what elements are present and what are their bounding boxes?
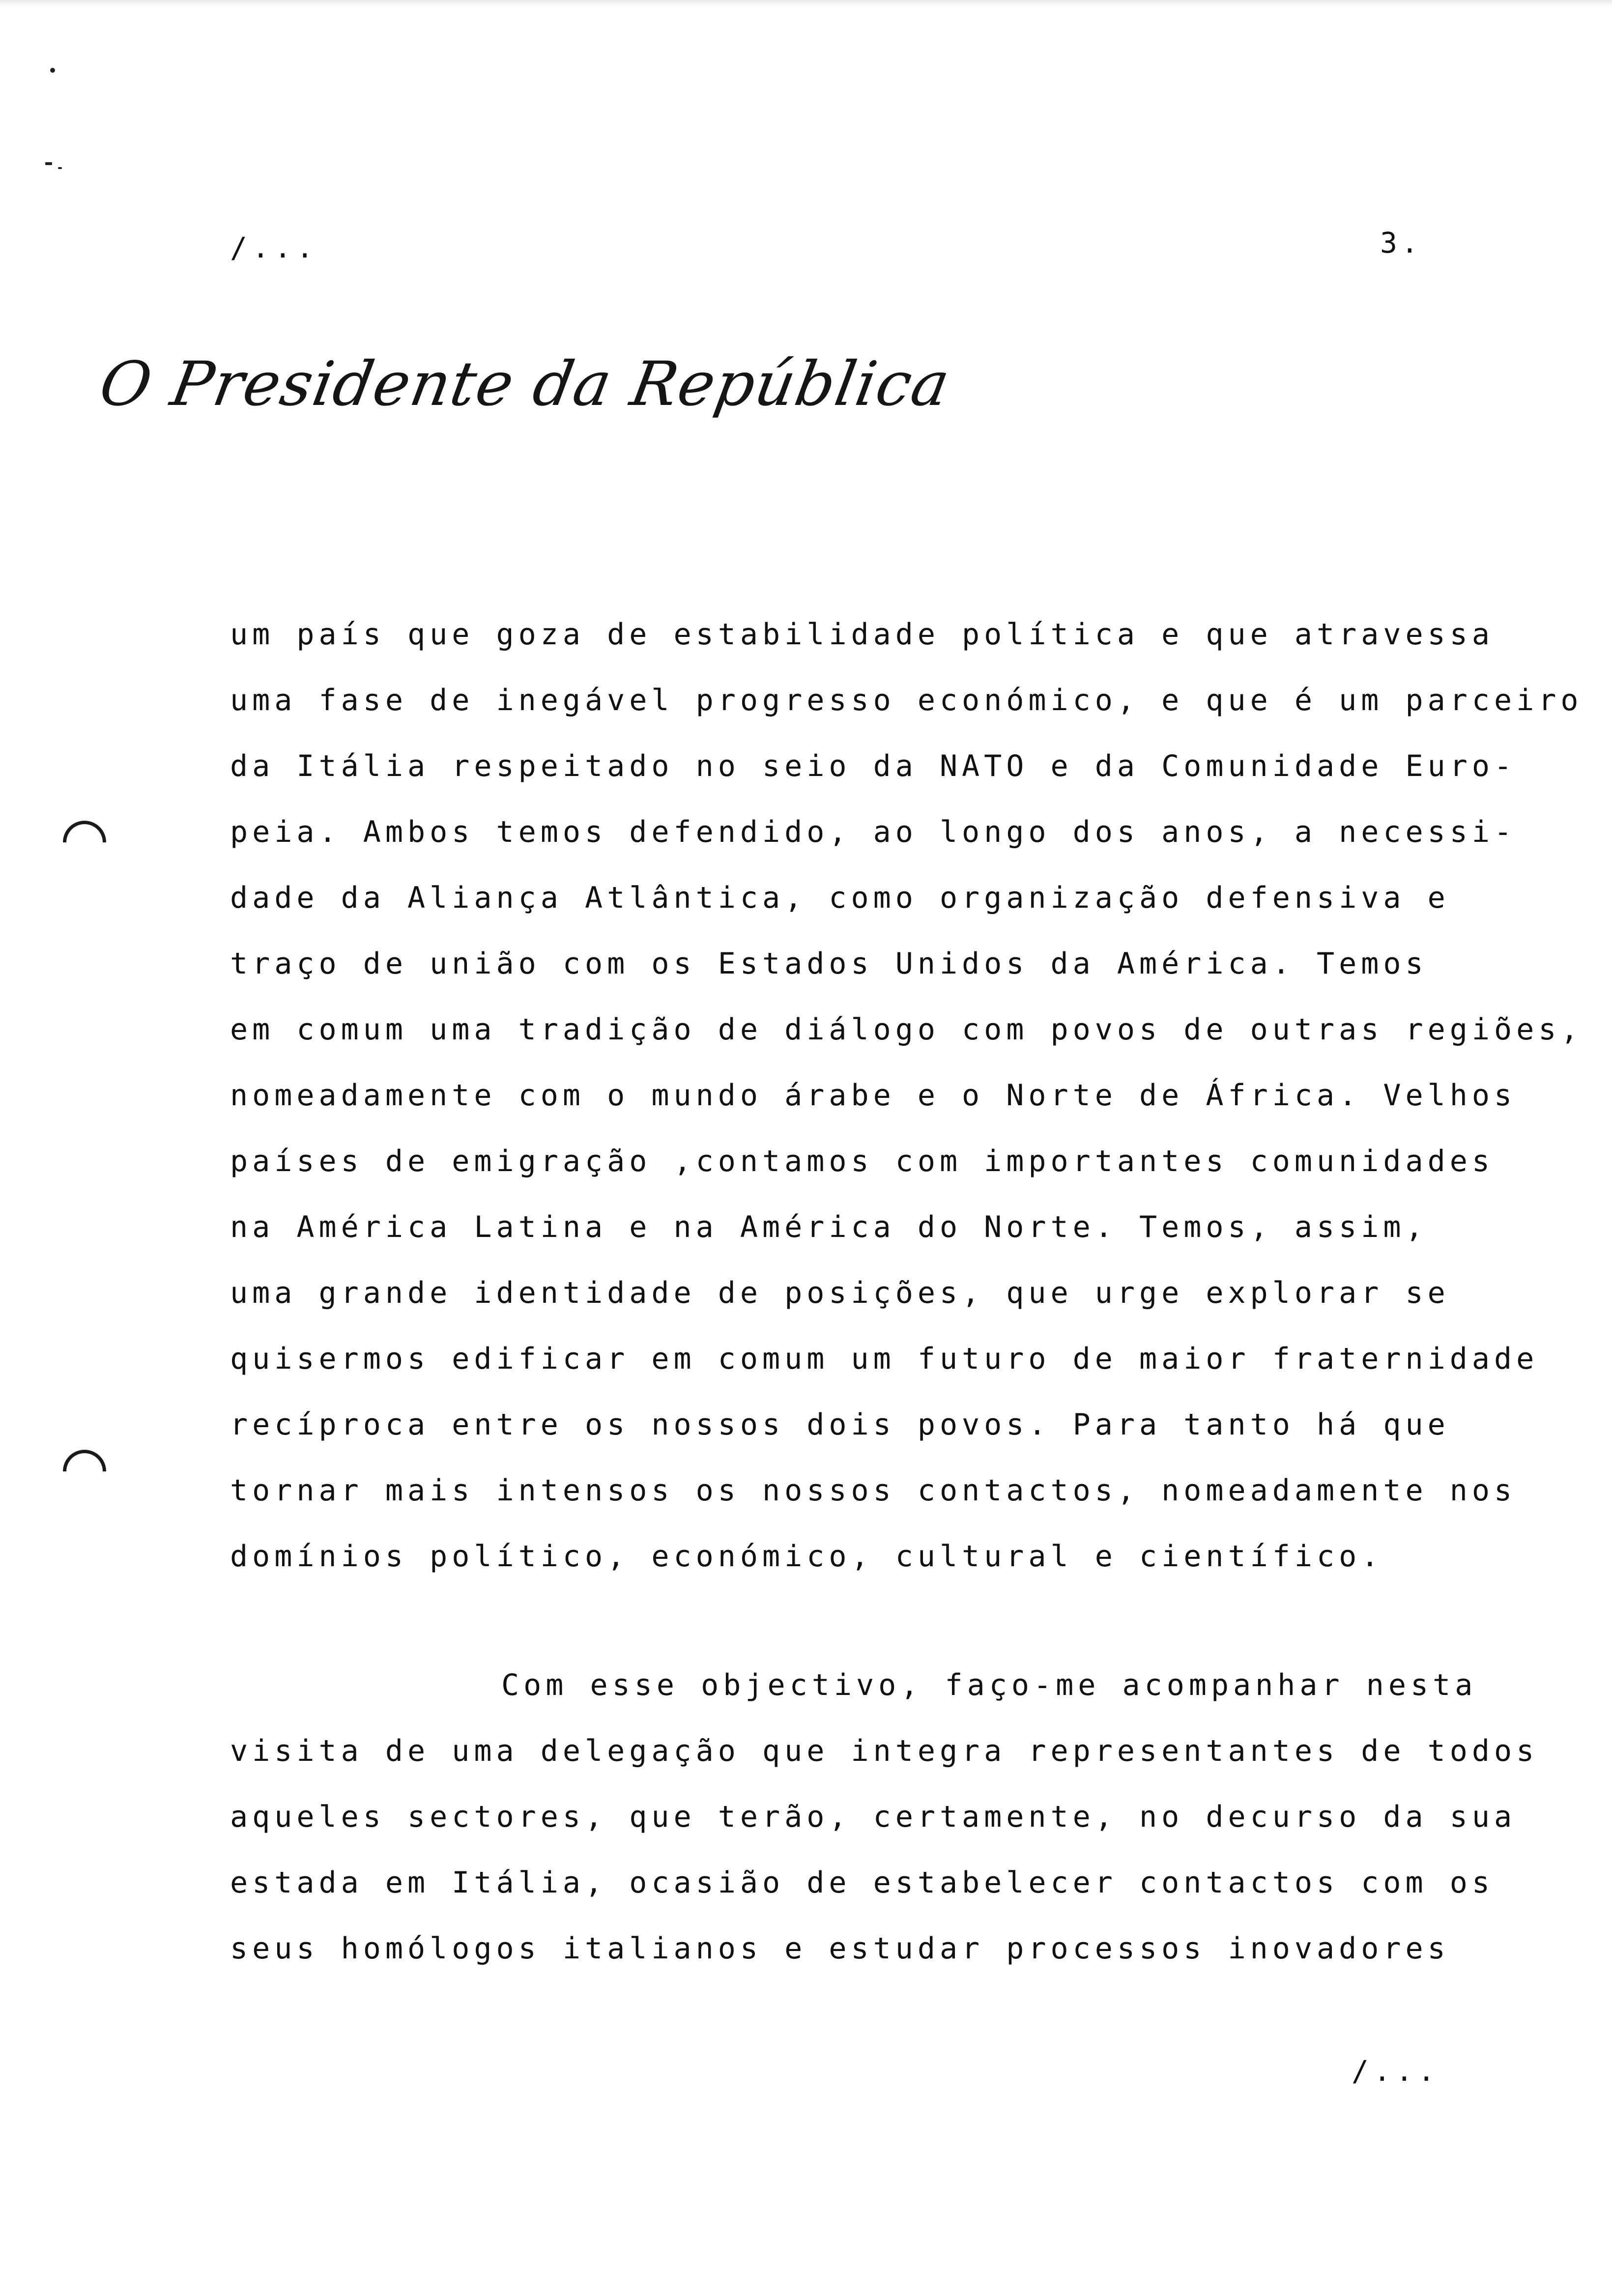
- header-continuation-mark: /...: [230, 231, 318, 264]
- letterhead-title: O Presidente da República: [94, 349, 956, 420]
- text-line: traço de união com os Estados Unidos da América. Temos: [230, 947, 1428, 981]
- paragraph-gap: [230, 1602, 1425, 1665]
- text-line: quisermos edificar em comum um futuro de maior fraternidade: [230, 1342, 1539, 1376]
- scan-speck: [45, 162, 52, 165]
- text-line: visita de uma delegação que integra representantes de todos: [230, 1734, 1539, 1768]
- footer-continuation-mark: /...: [1352, 2054, 1440, 2088]
- text-line: estada em Itália, ocasião de estabelecer contactos com os: [230, 1866, 1495, 1900]
- scan-edge: [0, 0, 1612, 7]
- scan-speck: [58, 167, 62, 169]
- text-line: na América Latina e na América do Norte. Temos, assim,: [230, 1210, 1428, 1244]
- punch-hole: [54, 812, 115, 873]
- text-line: da Itália respeitado no seio da NATO e da Comunidade Euro-: [230, 749, 1517, 783]
- scan-speck: [50, 68, 55, 73]
- text-line: seus homólogos italianos e estudar processos inovadores: [230, 1931, 1450, 1966]
- letter-body: [230, 614, 1583, 1994]
- text-line: uma fase de inegável progresso económico, e que é um parceiro: [230, 683, 1583, 718]
- text-line: em comum uma tradição de diálogo com povos de outras regiões,: [230, 1012, 1583, 1047]
- text-line: aqueles sectores, que terão, certamente, no decurso da sua: [230, 1800, 1517, 1834]
- text-line: peia. Ambos temos defendido, ao longo dos anos, a necessi-: [230, 815, 1517, 849]
- text-line: Com esse objectivo, faço-me acompanhar nesta: [501, 1668, 1477, 1702]
- text-line: nomeadamente com o mundo árabe e o Norte de África. Velhos: [230, 1078, 1517, 1113]
- punch-hole: [54, 1441, 115, 1502]
- text-line: dade da Aliança Atlântica, como organização defensiva e: [230, 881, 1450, 915]
- text-line: países de emigração ,contamos com importantes comunidades: [230, 1144, 1495, 1178]
- text-line: um país que goza de estabilidade política e que atravessa: [230, 617, 1495, 652]
- text-line: domínios político, económico, cultural e científico.: [230, 1539, 1383, 1574]
- text-line: uma grande identidade de posições, que urge explorar se: [230, 1276, 1450, 1310]
- page-number: 3.: [1380, 226, 1422, 259]
- text-line: tornar mais intensos os nossos contactos, nomeadamente nos: [230, 1473, 1517, 1508]
- text-line: recíproca entre os nossos dois povos. Para tanto há que: [230, 1407, 1450, 1442]
